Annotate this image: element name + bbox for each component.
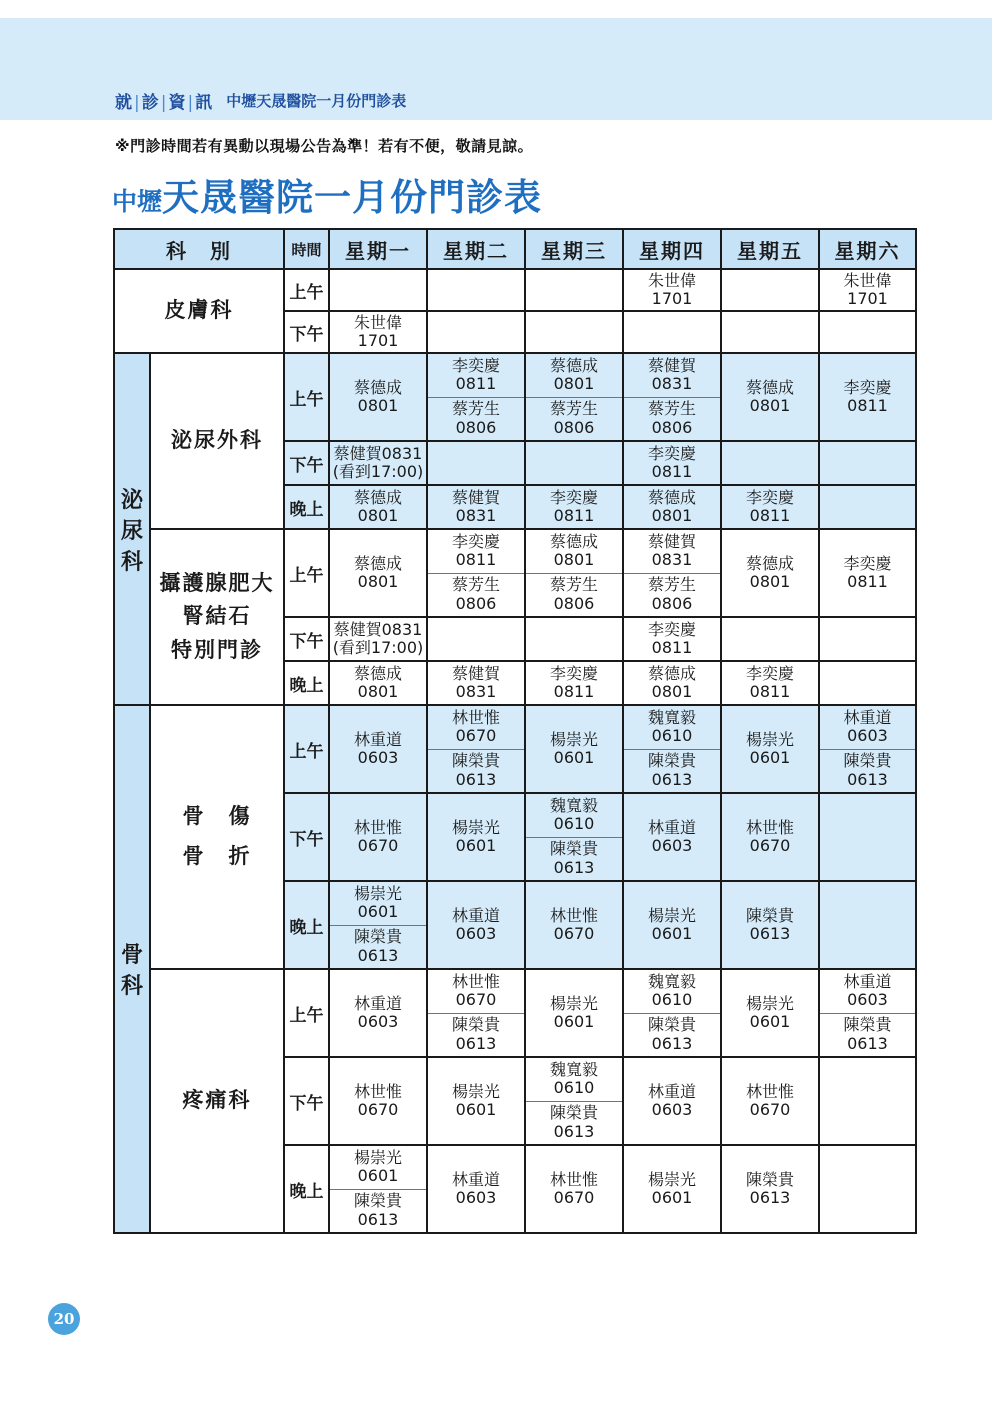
doctor-entry: 楊崇光 0601 bbox=[353, 1147, 402, 1186]
schedule-cell bbox=[819, 485, 916, 529]
time-slot: 晚上 bbox=[284, 485, 329, 529]
doctor-entry: 陳榮貴 0613 bbox=[330, 925, 426, 969]
doctor-entry: 林重道 0603 bbox=[843, 707, 892, 746]
dept-derm: 皮膚科 bbox=[114, 269, 284, 353]
schedule-cell bbox=[525, 793, 623, 881]
schedule-cell bbox=[623, 969, 721, 1057]
group-char: 泌 bbox=[120, 487, 143, 513]
doctor-entry: 蔡芳生 0806 bbox=[428, 397, 524, 441]
schedule-cell: 楊崇光 0601 bbox=[721, 969, 819, 1057]
schedule-cell bbox=[819, 1057, 916, 1145]
schedule-cell bbox=[329, 269, 427, 311]
schedule-cell bbox=[427, 441, 525, 485]
day-header: 星期二 bbox=[427, 229, 525, 269]
split-cell bbox=[624, 354, 720, 440]
schedule-cell bbox=[525, 617, 623, 661]
schedule-cell: 蔡德成 0801 bbox=[623, 661, 721, 705]
tag-char: 診 bbox=[141, 92, 159, 113]
schedule-cell: 朱世偉 1701 bbox=[329, 311, 427, 353]
doctor-entry: 林世惟 0670 bbox=[451, 971, 500, 1010]
schedule-cell: 楊崇光 0601 bbox=[427, 1057, 525, 1145]
time-header: 時間 bbox=[284, 229, 329, 269]
doctor-entry: 魏寬毅 0610 bbox=[647, 707, 696, 746]
time-slot: 晚上 bbox=[284, 661, 329, 705]
schedule-cell: 李奕慶 0811 bbox=[819, 353, 916, 441]
doctor-entry: 蔡健賀 0831 bbox=[647, 531, 696, 570]
day-header: 星期五 bbox=[721, 229, 819, 269]
schedule-cell: 李奕慶 0811 bbox=[525, 661, 623, 705]
schedule-cell bbox=[721, 617, 819, 661]
schedule-cell: 蔡健賀0831 (看到17:00) bbox=[329, 441, 427, 485]
dept-name-line: 骨 傷 bbox=[182, 804, 252, 829]
schedule-cell: 蔡德成 0801 bbox=[329, 353, 427, 441]
schedule-cell: 林重道 0603 bbox=[329, 969, 427, 1057]
dept-name-line: 攝護腺肥大 bbox=[159, 570, 275, 595]
schedule-cell: 楊崇光 0601 bbox=[623, 881, 721, 969]
tag-char: 資 bbox=[168, 92, 186, 113]
split-cell bbox=[624, 970, 720, 1056]
schedule-cell bbox=[819, 793, 916, 881]
time-slot: 上午 bbox=[284, 529, 329, 617]
vertical-label bbox=[115, 483, 149, 576]
schedule-cell: 蔡德成 0801 bbox=[623, 485, 721, 529]
time-slot: 下午 bbox=[284, 793, 329, 881]
doctor-entry: 陳榮貴 0613 bbox=[330, 1189, 426, 1233]
vertical-label bbox=[115, 938, 149, 1000]
schedule-cell: 林世惟 0670 bbox=[329, 1057, 427, 1145]
schedule-cell bbox=[819, 661, 916, 705]
doctor-entry: 楊崇光 0601 bbox=[353, 883, 402, 922]
doctor-entry: 魏寬毅 0610 bbox=[647, 971, 696, 1010]
schedule-cell: 楊崇光 0601 bbox=[623, 1145, 721, 1233]
schedule-cell: 林世惟 0670 bbox=[525, 881, 623, 969]
group-orthopedics bbox=[114, 705, 150, 1233]
schedule-cell bbox=[329, 1145, 427, 1233]
doctor-entry: 蔡芳生 0806 bbox=[428, 573, 524, 617]
schedule-cell: 蔡德成 0801 bbox=[329, 485, 427, 529]
split-cell bbox=[820, 970, 915, 1056]
schedule-cell: 林世惟 0670 bbox=[721, 793, 819, 881]
section-header bbox=[115, 88, 406, 112]
schedule-cell bbox=[427, 969, 525, 1057]
dept-name-line: 骨 折 bbox=[182, 844, 252, 868]
split-cell bbox=[624, 530, 720, 616]
schedule-cell: 林重道 0603 bbox=[623, 793, 721, 881]
schedule-cell bbox=[819, 441, 916, 485]
split-cell bbox=[428, 354, 524, 440]
time-slot: 下午 bbox=[284, 441, 329, 485]
schedule-cell: 楊崇光 0601 bbox=[525, 969, 623, 1057]
day-header: 星期四 bbox=[623, 229, 721, 269]
schedule-cell: 蔡德成 0801 bbox=[329, 661, 427, 705]
schedule-cell bbox=[721, 311, 819, 353]
schedule-table bbox=[113, 228, 917, 1234]
schedule-cell: 朱世偉 1701 bbox=[623, 269, 721, 311]
schedule-cell bbox=[819, 705, 916, 793]
schedule-cell: 林世惟 0670 bbox=[525, 1145, 623, 1233]
schedule-cell bbox=[525, 1057, 623, 1145]
schedule-row bbox=[114, 269, 916, 311]
schedule-cell bbox=[427, 617, 525, 661]
schedule-cell: 蔡德成 0801 bbox=[721, 353, 819, 441]
split-cell bbox=[624, 706, 720, 792]
split-cell bbox=[820, 706, 915, 792]
schedule-cell: 李奕慶 0811 bbox=[721, 485, 819, 529]
day-header: 星期三 bbox=[525, 229, 623, 269]
time-slot: 下午 bbox=[284, 617, 329, 661]
split-cell bbox=[330, 1146, 426, 1232]
doctor-entry: 蔡芳生 0806 bbox=[526, 397, 622, 441]
group-char: 骨 bbox=[120, 943, 143, 968]
split-cell bbox=[526, 794, 622, 880]
dept-pain: 疼痛科 bbox=[150, 969, 284, 1233]
schedule-cell: 李奕慶 0811 bbox=[623, 617, 721, 661]
title-prefix: 中壢 bbox=[112, 187, 163, 216]
split-cell bbox=[428, 706, 524, 792]
page-number: 20 bbox=[48, 1303, 80, 1335]
schedule-cell: 蔡德成 0801 bbox=[721, 529, 819, 617]
group-char: 科 bbox=[120, 549, 143, 575]
schedule-cell bbox=[819, 969, 916, 1057]
schedule-cell: 楊崇光 0601 bbox=[427, 793, 525, 881]
schedule-cell: 蔡健賀0831 (看到17:00) bbox=[329, 617, 427, 661]
schedule-cell: 楊崇光 0601 bbox=[525, 705, 623, 793]
doctor-entry: 魏寬毅 0610 bbox=[549, 795, 598, 834]
schedule-cell bbox=[525, 441, 623, 485]
dept-name-line: 腎結石 bbox=[182, 604, 252, 629]
schedule-row bbox=[114, 969, 916, 1057]
title-main: 天晟醫院一月份門診表 bbox=[162, 176, 543, 219]
schedule-cell: 朱世偉 1701 bbox=[819, 269, 916, 311]
section-tag: 就 | 診 | 資 | 訊 bbox=[115, 92, 213, 113]
split-cell bbox=[526, 354, 622, 440]
schedule-cell bbox=[427, 269, 525, 311]
schedule-cell bbox=[623, 311, 721, 353]
time-slot: 上午 bbox=[284, 705, 329, 793]
time-slot: 上午 bbox=[284, 269, 329, 311]
doctor-entry: 陳榮貴 0613 bbox=[820, 749, 915, 793]
doctor-entry: 陳榮貴 0613 bbox=[624, 1013, 720, 1057]
doctor-entry: 陳榮貴 0613 bbox=[526, 837, 622, 881]
schedule-cell bbox=[819, 1145, 916, 1233]
schedule-cell: 陳榮貴 0613 bbox=[721, 1145, 819, 1233]
doctor-entry: 蔡健賀 0831 bbox=[647, 355, 696, 394]
schedule-cell: 李奕慶 0811 bbox=[525, 485, 623, 529]
doctor-entry: 蔡芳生 0806 bbox=[624, 397, 720, 441]
schedule-cell bbox=[819, 617, 916, 661]
schedule-cell: 林重道 0603 bbox=[427, 881, 525, 969]
group-urology bbox=[114, 353, 150, 705]
time-slot: 晚上 bbox=[284, 1145, 329, 1233]
schedule-cell bbox=[623, 529, 721, 617]
dept-urology-surgery: 泌尿外科 bbox=[150, 353, 284, 529]
schedule-cell bbox=[623, 353, 721, 441]
schedule-cell bbox=[623, 705, 721, 793]
schedule-cell bbox=[525, 529, 623, 617]
group-char: 科 bbox=[120, 974, 143, 999]
doctor-entry: 陳榮貴 0613 bbox=[428, 749, 524, 793]
doctor-entry: 陳榮貴 0613 bbox=[526, 1101, 622, 1145]
schedule-cell bbox=[819, 311, 916, 353]
schedule-cell: 李奕慶 0811 bbox=[721, 661, 819, 705]
schedule-cell: 李奕慶 0811 bbox=[819, 529, 916, 617]
split-cell bbox=[428, 530, 524, 616]
schedule-row bbox=[114, 529, 916, 617]
schedule-row bbox=[114, 353, 916, 441]
schedule-cell: 陳榮貴 0613 bbox=[721, 881, 819, 969]
doctor-entry: 蔡芳生 0806 bbox=[526, 573, 622, 617]
schedule-cell bbox=[525, 311, 623, 353]
schedule-cell bbox=[721, 269, 819, 311]
dept-prostate bbox=[150, 529, 284, 705]
doctor-entry: 陳榮貴 0613 bbox=[624, 749, 720, 793]
header-title: 中壢天晟醫院一月份門診表 bbox=[226, 91, 407, 110]
schedule-cell: 楊崇光 0601 bbox=[721, 705, 819, 793]
schedule-cell bbox=[427, 705, 525, 793]
schedule-cell bbox=[329, 881, 427, 969]
schedule-cell: 蔡德成 0801 bbox=[329, 529, 427, 617]
schedule-cell: 林世惟 0670 bbox=[329, 793, 427, 881]
tag-char: 訊 bbox=[195, 92, 213, 113]
schedule-cell bbox=[819, 881, 916, 969]
split-cell bbox=[526, 1058, 622, 1144]
day-header: 星期六 bbox=[819, 229, 916, 269]
doctor-entry: 魏寬毅 0610 bbox=[549, 1059, 598, 1098]
doctor-entry: 李奕慶 0811 bbox=[451, 531, 500, 570]
tag-char: 就 bbox=[115, 92, 132, 113]
schedule-cell bbox=[721, 441, 819, 485]
doctor-entry: 蔡德成 0801 bbox=[549, 531, 598, 570]
doctor-entry: 陳榮貴 0613 bbox=[428, 1013, 524, 1057]
time-slot: 晚上 bbox=[284, 881, 329, 969]
time-slot: 下午 bbox=[284, 1057, 329, 1145]
page-title bbox=[112, 167, 542, 217]
schedule-cell: 蔡健賀 0831 bbox=[427, 485, 525, 529]
schedule-cell bbox=[427, 311, 525, 353]
schedule-cell: 蔡健賀 0831 bbox=[427, 661, 525, 705]
time-slot: 下午 bbox=[284, 311, 329, 353]
schedule-row bbox=[114, 705, 916, 793]
schedule-cell: 林世惟 0670 bbox=[721, 1057, 819, 1145]
schedule-cell: 李奕慶 0811 bbox=[623, 441, 721, 485]
dept-name-line: 特別門診 bbox=[171, 637, 263, 662]
dept-header: 科 別 bbox=[114, 229, 284, 269]
split-cell bbox=[526, 530, 622, 616]
group-char: 尿 bbox=[120, 518, 143, 544]
split-cell bbox=[330, 882, 426, 968]
doctor-entry: 李奕慶 0811 bbox=[451, 355, 500, 394]
schedule-cell bbox=[427, 529, 525, 617]
split-cell bbox=[428, 970, 524, 1056]
notice-text: ※門診時間若有異動以現場公告為準！若有不便，敬請見諒。 bbox=[115, 137, 534, 155]
schedule-cell: 林重道 0603 bbox=[623, 1057, 721, 1145]
time-slot: 上午 bbox=[284, 969, 329, 1057]
doctor-entry: 林重道 0603 bbox=[843, 971, 892, 1010]
dept-fracture bbox=[150, 705, 284, 969]
doctor-entry: 陳榮貴 0613 bbox=[820, 1013, 915, 1057]
schedule-cell bbox=[427, 353, 525, 441]
time-slot: 上午 bbox=[284, 353, 329, 441]
doctor-entry: 蔡芳生 0806 bbox=[624, 573, 720, 617]
header-row bbox=[114, 229, 916, 269]
day-header: 星期一 bbox=[329, 229, 427, 269]
schedule-cell bbox=[525, 353, 623, 441]
schedule-cell bbox=[525, 269, 623, 311]
doctor-entry: 林世惟 0670 bbox=[451, 707, 500, 746]
doctor-entry: 蔡德成 0801 bbox=[549, 355, 598, 394]
schedule-cell: 林重道 0603 bbox=[427, 1145, 525, 1233]
schedule-cell: 林重道 0603 bbox=[329, 705, 427, 793]
